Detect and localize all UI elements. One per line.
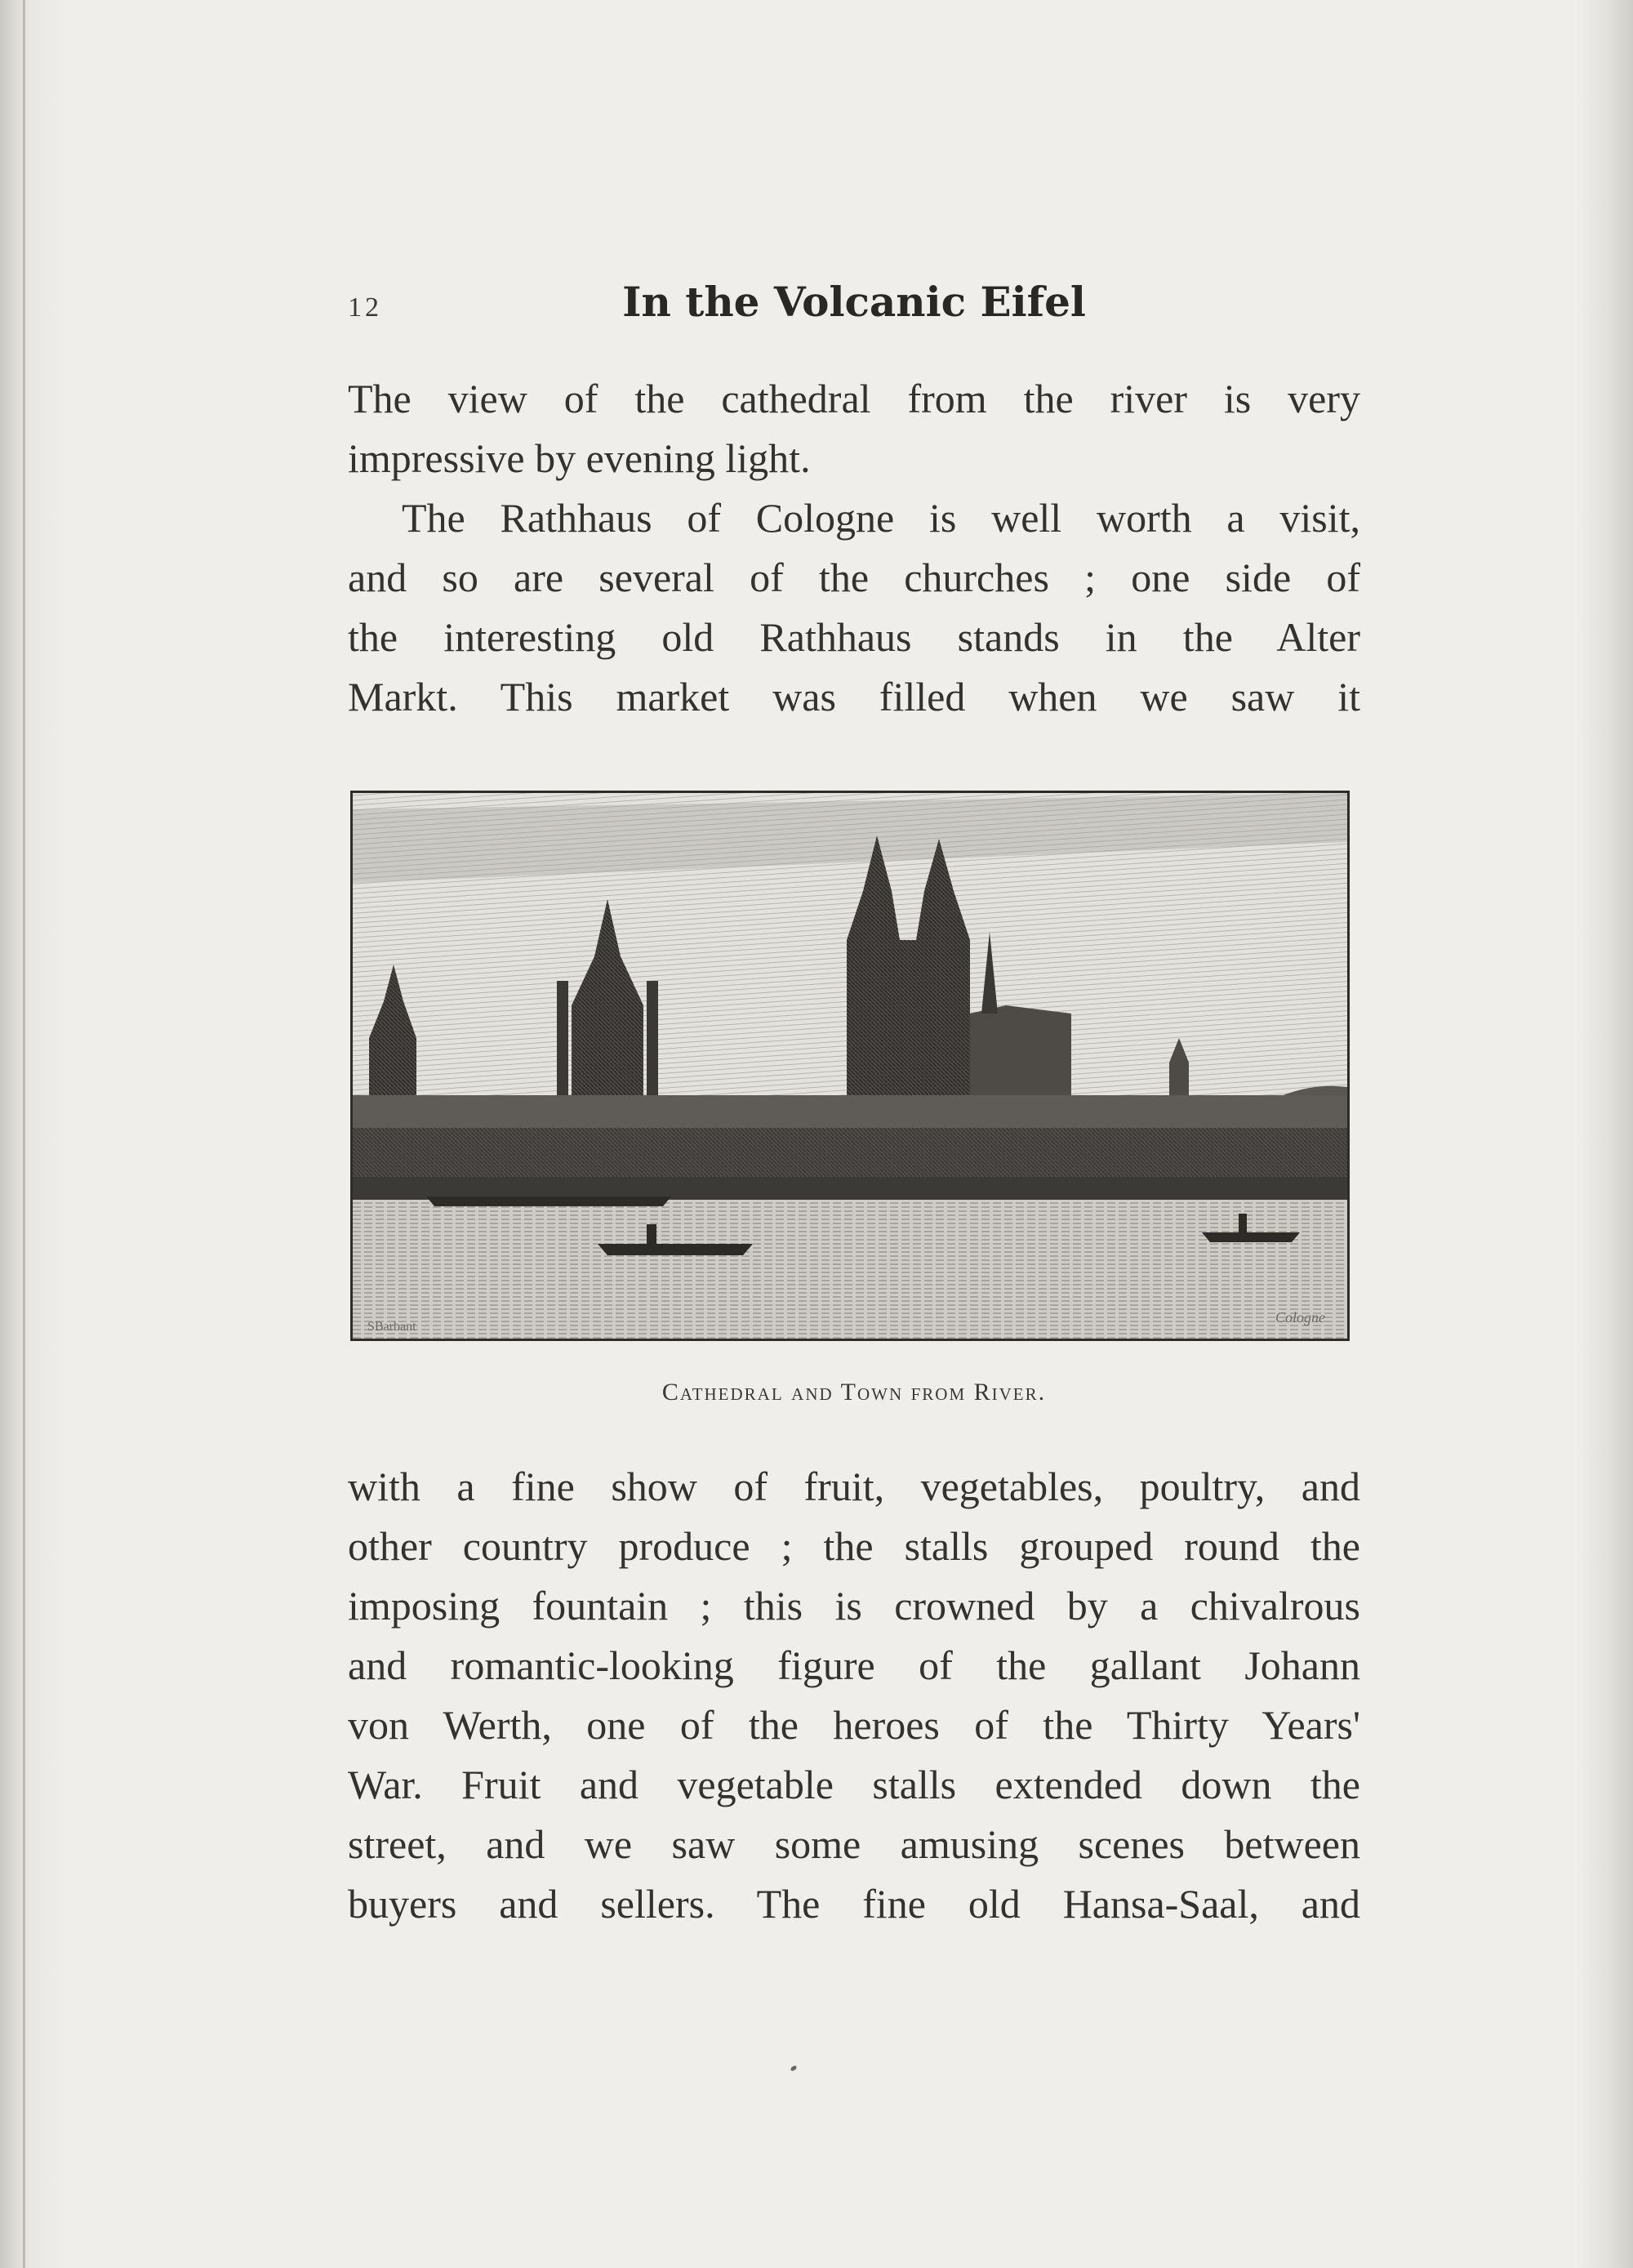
engraving-inscription: Cologne xyxy=(1275,1309,1325,1326)
running-title: In the Volcanic Eifel xyxy=(622,278,1086,326)
paragraph-1 xyxy=(348,369,1360,488)
engraving-illustration xyxy=(353,793,1347,1339)
book-gutter-shadow xyxy=(0,0,65,2268)
text-line: with a fine show of fruit, vegetables, poultry, and xyxy=(348,1464,1360,1509)
paragraph-3 xyxy=(348,1457,1360,1934)
text-line: and so are several of the churches ; one side of xyxy=(348,555,1360,600)
text-line: and romantic-looking figure of the gallant Johann xyxy=(348,1642,1360,1688)
page-number: 12 xyxy=(348,292,382,323)
text-line: buyers and sellers. The fine old Hansa-Saal, and xyxy=(348,1881,1360,1927)
text-line: War. Fruit and vegetable stalls extended down the xyxy=(348,1762,1360,1807)
ink-speck xyxy=(790,2065,797,2072)
text-line: imposing fountain ; this is crowned by a chivalrous xyxy=(348,1583,1360,1629)
page-edge-shadow xyxy=(1576,0,1633,2268)
text-line: impressive by evening light. xyxy=(348,435,811,481)
text-line: The Rathhaus of Cologne is well worth a visit, xyxy=(402,495,1360,541)
text-line: Markt. This market was filled when we saw it xyxy=(348,674,1360,720)
text-line: the interesting old Rathhaus stands in the Alter xyxy=(348,614,1360,660)
paragraph-2 xyxy=(348,488,1360,727)
cathedral-engraving xyxy=(350,791,1350,1341)
page-header xyxy=(348,278,1360,343)
text-line: von Werth, one of the heroes of the Thirty Years' xyxy=(348,1702,1360,1748)
text-line: other country produce ; the stalls grouped round the xyxy=(348,1523,1360,1569)
text-line: The view of the cathedral from the river is very xyxy=(348,376,1360,421)
text-line: street, and we saw some amusing scenes between xyxy=(348,1821,1360,1867)
figure-caption: Cathedral and Town from River. xyxy=(661,1379,1047,1406)
artist-signature: SBarbant xyxy=(367,1320,416,1334)
